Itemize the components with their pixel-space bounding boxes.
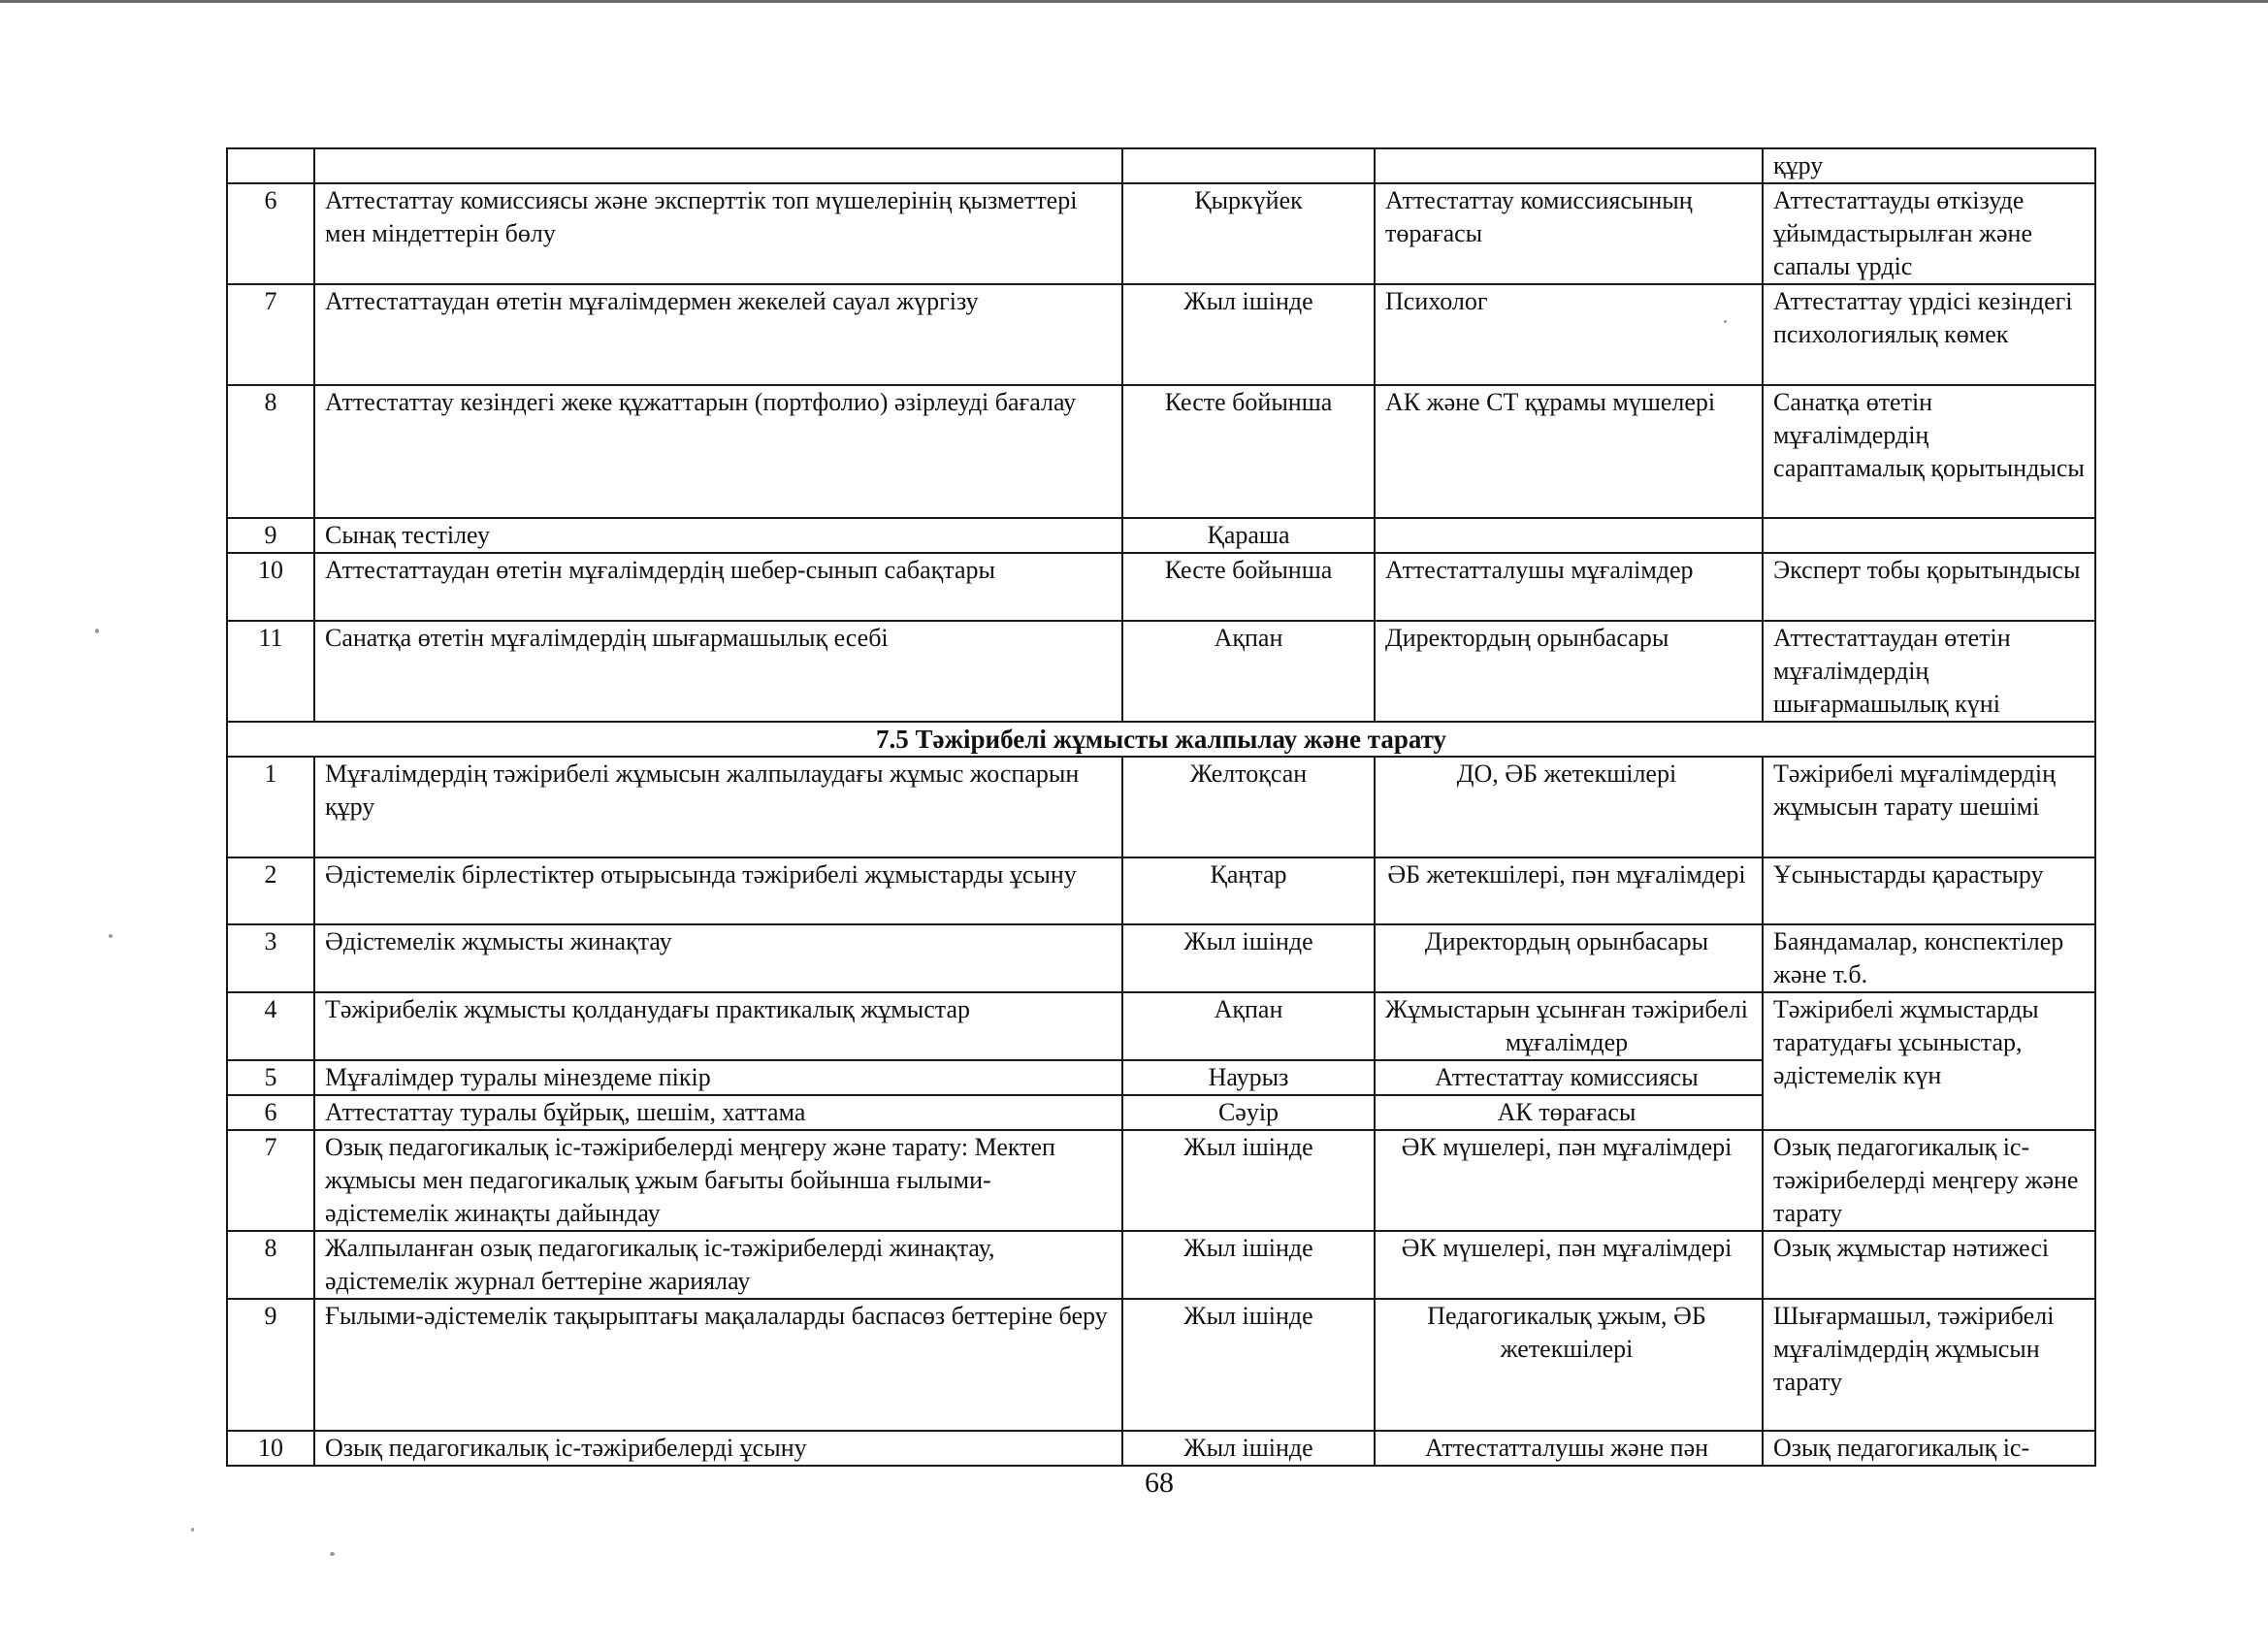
table-row (227, 857, 2095, 924)
task-cell: Сынақ тестілеу (314, 518, 1122, 553)
result-cell: Шығармашыл, тәжірибелі мұғалімдердің жұмысын тарату (1763, 1299, 2095, 1431)
term-cell: Желтоқсан (1122, 757, 1375, 857)
responsible-cell: АК және СТ құрамы мүшелері (1375, 385, 1763, 518)
term-cell: Қаңтар (1122, 857, 1375, 924)
table-row (227, 284, 2095, 385)
term-cell: Қараша (1122, 518, 1375, 553)
result-cell: Эксперт тобы қорытындысы (1763, 553, 2095, 621)
table-row (227, 183, 2095, 284)
term-cell: Жыл ішінде (1122, 1431, 1375, 1466)
result-cell: Тәжірибелі мұғалімдердің жұмысын тарату шешімі (1763, 757, 2095, 857)
table-row (227, 1231, 2095, 1299)
row-number (227, 148, 314, 183)
row-number: 2 (227, 857, 314, 924)
responsible-cell (1375, 518, 1763, 553)
responsible-cell: Директордың орынбасары (1375, 924, 1763, 992)
term-cell: Наурыз (1122, 1060, 1375, 1095)
table-row (227, 757, 2095, 857)
task-cell: Аттестаттаудан өтетін мұғалімдермен жекелей сауал жүргізу (314, 284, 1122, 385)
row-number: 8 (227, 1231, 314, 1299)
row-number: 3 (227, 924, 314, 992)
term-cell: Жыл ішінде (1122, 284, 1375, 385)
task-cell: Аттестаттау туралы бұйрық, шешім, хаттама (314, 1095, 1122, 1130)
result-cell: Аттестаттауды өткізуде ұйымдастырылған және сапалы үрдіс (1763, 183, 2095, 284)
term-cell: Ақпан (1122, 992, 1375, 1060)
result-cell: Баяндамалар, конспектілер және т.б. (1763, 924, 2095, 992)
table-row (227, 385, 2095, 518)
result-cell: Санатқа өтетін мұғалімдердің сараптамалық қорытындысы (1763, 385, 2095, 518)
task-cell: Озық педагогикалық іс-тәжірибелерді ұсыну (314, 1431, 1122, 1466)
responsible-cell: Аттестаттау комиссиясы (1375, 1060, 1763, 1095)
responsible-cell: Жұмыстарын ұсынған тәжірибелі мұғалімдер (1375, 992, 1763, 1060)
result-cell: Тәжірибелі жұмыстарды таратудағы ұсыныстар, әдістемелік күн (1763, 992, 2095, 1130)
table-row (227, 992, 2095, 1060)
row-number: 10 (227, 1431, 314, 1466)
task-cell: Әдістемелік жұмысты жинақтау (314, 924, 1122, 992)
result-cell (1763, 518, 2095, 553)
table-row (227, 1299, 2095, 1431)
row-number: 8 (227, 385, 314, 518)
term-cell: Жыл ішінде (1122, 1231, 1375, 1299)
responsible-cell (1375, 148, 1763, 183)
scan-speck (330, 1552, 335, 1556)
row-number: 9 (227, 1299, 314, 1431)
row-number: 9 (227, 518, 314, 553)
responsible-cell: ДО, ӘБ жетекшілері (1375, 757, 1763, 857)
term-cell: Кесте бойынша (1122, 385, 1375, 518)
scan-speck (109, 934, 113, 938)
responsible-cell: Педагогикалық ұжым, ӘБ жетекшілері (1375, 1299, 1763, 1431)
table-row (227, 553, 2095, 621)
result-cell: Аттестаттау үрдісі кезіндегі психологиялық көмек (1763, 284, 2095, 385)
result-cell: Аттестаттаудан өтетін мұғалімдердің шығармашылық күні (1763, 621, 2095, 722)
result-cell: Озық педагогикалық іс-тәжірибелерді меңгеру және тарату (1763, 1130, 2095, 1231)
result-cell: Озық жұмыстар нәтижесі (1763, 1231, 2095, 1299)
table-row (227, 924, 2095, 992)
row-number: 7 (227, 284, 314, 385)
row-number: 11 (227, 621, 314, 722)
scan-speck (191, 1528, 194, 1532)
responsible-cell: Аттестатталушы мұғалімдер (1375, 553, 1763, 621)
task-cell (314, 148, 1122, 183)
result-cell: құру (1763, 148, 2095, 183)
result-cell: Ұсыныстарды қарастыру (1763, 857, 2095, 924)
table-row (227, 1130, 2095, 1231)
section-row (227, 722, 2095, 757)
term-cell: Жыл ішінде (1122, 924, 1375, 992)
responsible-cell: Директордың орынбасары (1375, 621, 1763, 722)
table-row (227, 1431, 2095, 1466)
task-cell: Аттестаттау комиссиясы және эксперттік топ мүшелерінің қызметтері мен міндеттерін бөлу (314, 183, 1122, 284)
row-number: 7 (227, 1130, 314, 1231)
responsible-cell: ӘК мүшелері, пән мұғалімдері (1375, 1130, 1763, 1231)
term-cell: Жыл ішінде (1122, 1299, 1375, 1431)
task-cell: Аттестаттаудан өтетін мұғалімдердің шебер-сынып сабақтары (314, 553, 1122, 621)
task-cell: Аттестаттау кезіндегі жеке құжаттарын (портфолио) әзірлеуді бағалау (314, 385, 1122, 518)
term-cell: Кесте бойынша (1122, 553, 1375, 621)
task-cell: Ғылыми-әдістемелік тақырыптағы мақалаларды баспасөз беттеріне беру (314, 1299, 1122, 1431)
task-cell: Мұғалімдердің тәжірибелі жұмысын жалпылаудағы жұмыс жоспарын құру (314, 757, 1122, 857)
table-row (227, 518, 2095, 553)
result-cell: Озық педагогикалық іс- (1763, 1431, 2095, 1466)
responsible-cell: ӘБ жетекшілері, пән мұғалімдері (1375, 857, 1763, 924)
row-number: 4 (227, 992, 314, 1060)
responsible-cell: АК төрағасы (1375, 1095, 1763, 1130)
scan-top-edge (0, 0, 2268, 3)
responsible-cell: Психолог (1375, 284, 1763, 385)
term-cell (1122, 148, 1375, 183)
task-cell: Тәжірибелік жұмысты қолданудағы практикалық жұмыстар (314, 992, 1122, 1060)
term-cell: Ақпан (1122, 621, 1375, 722)
task-cell: Әдістемелік бірлестіктер отырысында тәжірибелі жұмыстарды ұсыну (314, 857, 1122, 924)
plan-table (226, 147, 2096, 1467)
row-number: 1 (227, 757, 314, 857)
table-row (227, 148, 2095, 183)
responsible-cell: Аттестатталушы және пән (1375, 1431, 1763, 1466)
row-number: 6 (227, 1095, 314, 1130)
task-cell: Мұғалімдер туралы мінездеме пікір (314, 1060, 1122, 1095)
task-cell: Санатқа өтетін мұғалімдердің шығармашылық есебі (314, 621, 1122, 722)
row-number: 5 (227, 1060, 314, 1095)
term-cell: Сәуір (1122, 1095, 1375, 1130)
page-number: 68 (1145, 1467, 1174, 1499)
responsible-cell: ӘК мүшелері, пән мұғалімдері (1375, 1231, 1763, 1299)
section-title: 7.5 Тәжірибелі жұмысты жалпылау және тарату (227, 722, 2095, 757)
row-number: 10 (227, 553, 314, 621)
term-cell: Жыл ішінде (1122, 1130, 1375, 1231)
responsible-cell: Аттестаттау комиссиясының төрағасы (1375, 183, 1763, 284)
row-number: 6 (227, 183, 314, 284)
task-cell: Жалпыланған озық педагогикалық іс-тәжірибелерді жинақтау, әдістемелік журнал беттеріне жариялау (314, 1231, 1122, 1299)
scan-speck (95, 629, 99, 633)
table-row (227, 621, 2095, 722)
task-cell: Озық педагогикалық іс-тәжірибелерді меңгеру және тарату: Мектеп жұмысы мен педагогикалық ұжым бағыты бойынша ғылыми-әдістемелік жинақты дайындау (314, 1130, 1122, 1231)
term-cell: Қыркүйек (1122, 183, 1375, 284)
